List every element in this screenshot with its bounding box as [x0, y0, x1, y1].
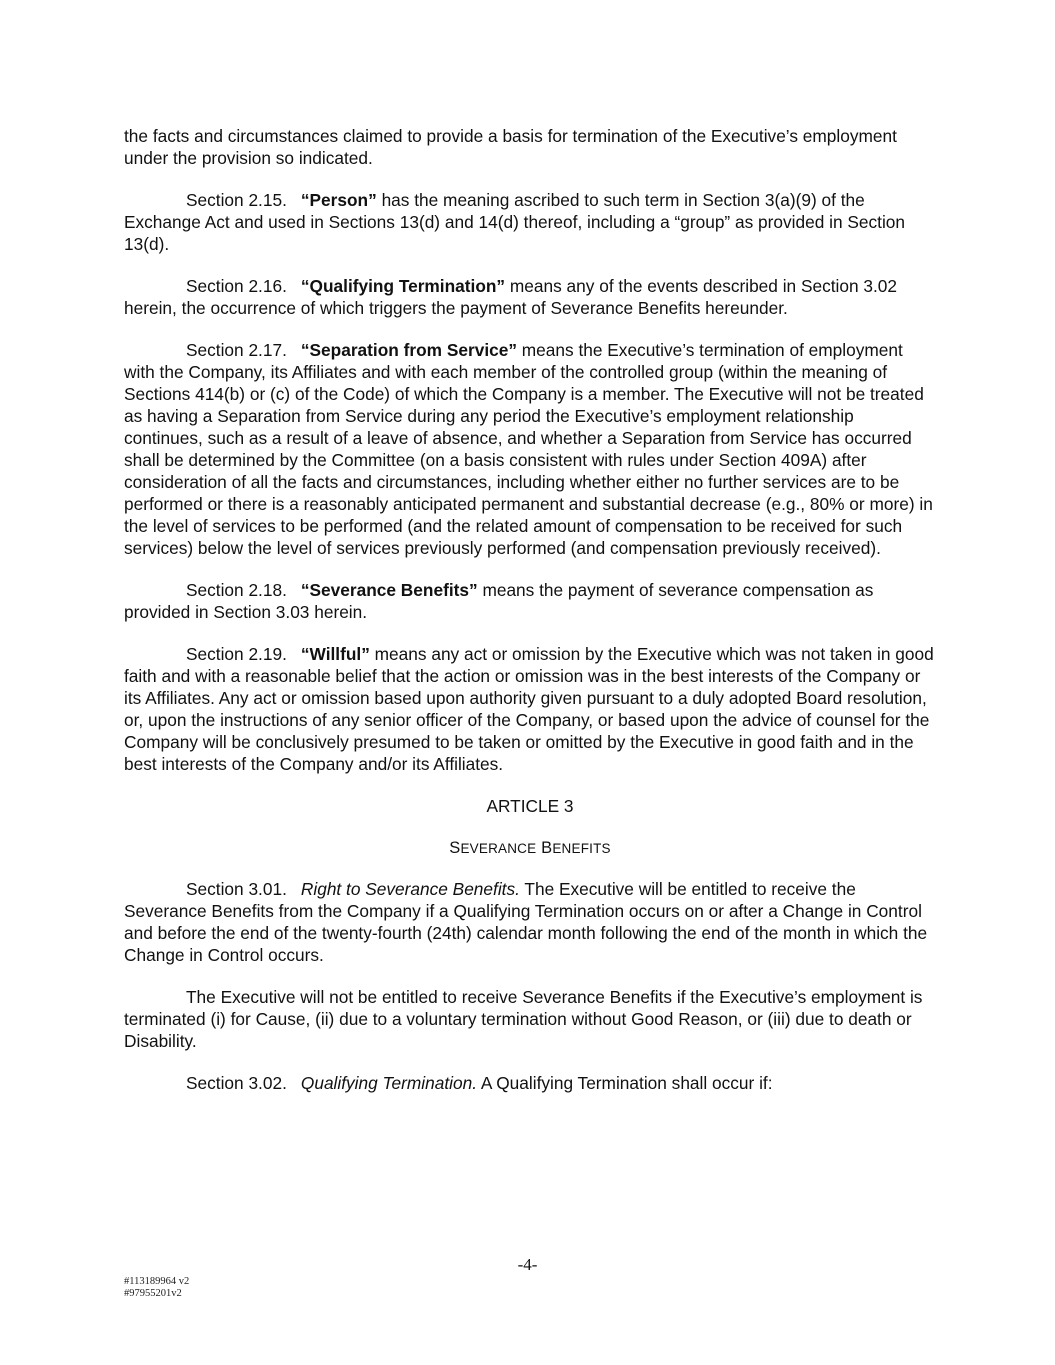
section-number: Section 2.16.	[186, 276, 287, 296]
section-text: means the payment of severance compensation as provided in Section 3.03 herein.	[124, 580, 874, 622]
section-2-19	[124, 643, 936, 775]
subtitle-smallcaps-1: EVERANCE	[460, 841, 537, 856]
section-text: has the meaning ascribed to such term in Section 3(a)(9) of the Exchange Act and used in Sections 13(d) and 14(d) thereof, including a “group” as provided in Section 13(d).	[124, 190, 906, 254]
defined-term: “Qualifying Termination”	[300, 276, 506, 296]
section-number: Section 2.17.	[186, 340, 287, 360]
document-body	[124, 125, 936, 1114]
section-heading: Qualifying Termination.	[300, 1073, 477, 1093]
defined-term: “Willful”	[300, 644, 370, 664]
section-2-17	[124, 339, 936, 559]
section-text: A Qualifying Termination shall occur if:	[477, 1073, 773, 1093]
section-number: Section 2.19.	[186, 644, 287, 664]
section-text: means the Executive’s termination of employment with the Company, its Affiliates and with each member of the controlled group (within the meaning of Sections 414(b) or (c) of the Code) of which the Company is a member. The Executive will not be treated as having a Separation from Service during any period the Executive’s employment relationship continues, such as a result of a leave of absence, and whether a Separation from Service has occurred shall be determined by the Committee (on a basis consistent with rules under Section 409A) after consideration of all the facts and circumstances, including whether either no further services are to be performed or there is a reasonably anticipated permanent and substantial decrease (e.g., 80% or more) in the level of services to be performed (and the related amount of compensation to be received for such services) below the level of services previously performed (and compensation previously received).	[124, 340, 933, 558]
section-heading: Right to Severance Benefits.	[300, 879, 520, 899]
paragraph-text: the facts and circumstances claimed to provide a basis for termination of the Executive’s employment under the provision so indicated.	[124, 126, 897, 168]
section-3-01	[124, 878, 936, 966]
defined-term: “Severance Benefits”	[300, 580, 478, 600]
article-subtitle	[124, 837, 936, 860]
page-number: -4-	[517, 1255, 538, 1274]
section-number: Section 3.02.	[186, 1073, 287, 1093]
continuation-paragraph	[124, 125, 936, 169]
section-3-02	[124, 1072, 936, 1094]
subtitle-cap-b: B	[541, 839, 553, 857]
section-number: Section 3.01.	[186, 879, 287, 899]
section-text: means any act or omission by the Executive which was not taken in good faith and with a reasonable belief that the action or omission was in the best interests of the Company or its Affiliates. Any act or omission based upon authority given pursuant to a duly adopted Board resolution, or, upon the instructions of any senior officer of the Company, or based upon the advice of counsel for the Company will be conclusively presumed to be taken or omitted by the Executive in good faith and in the best interests of the Company and/or its Affiliates.	[124, 644, 934, 774]
section-number: Section 2.15.	[186, 190, 287, 210]
paragraph-text: The Executive will not be entitled to receive Severance Benefits if the Executive’s employment is terminated (i) for Cause, (ii) due to a voluntary termination without Good Reason, or (iii) due to death or Disability.	[124, 987, 923, 1051]
section-2-15	[124, 189, 936, 255]
section-2-18	[124, 579, 936, 623]
section-text: means any of the events described in Section 3.02 herein, the occurrence of which triggers the payment of Severance Benefits hereunder.	[124, 276, 898, 318]
section-2-16	[124, 275, 936, 319]
subtitle-smallcaps-2: ENEFITS	[552, 841, 611, 856]
footer-doc-id-2: #97955201v2	[124, 1288, 182, 1299]
document-footer	[124, 1276, 189, 1300]
defined-term: “Person”	[300, 190, 377, 210]
footer-doc-id-1: #113189964 v2	[124, 1276, 190, 1287]
exclusion-paragraph	[124, 986, 936, 1052]
defined-term: “Separation from Service”	[300, 340, 517, 360]
section-text: The Executive will be entitled to receive the Severance Benefits from the Company if a Qualifying Termination occurs on or after a Change in Control and before the end of the twenty-fourth (24th) calendar month following the end of the month in which the Change in Control occurs.	[124, 879, 928, 965]
section-number: Section 2.18.	[186, 580, 287, 600]
subtitle-cap-s: S	[449, 839, 461, 857]
article-title: ARTICLE 3	[486, 796, 574, 816]
